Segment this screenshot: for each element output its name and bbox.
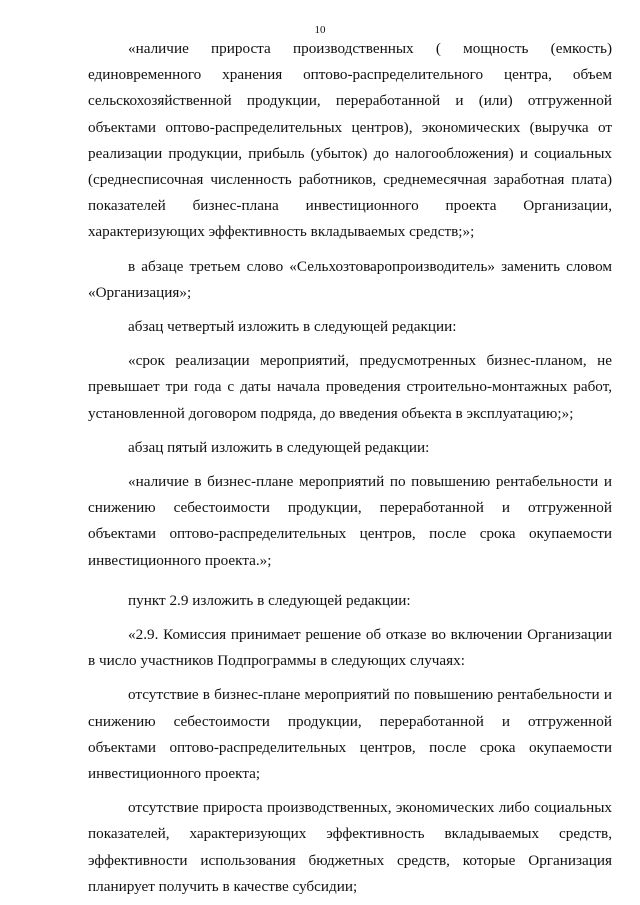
- paragraph-commission-refusal: «2.9. Комиссия принимает решение об отказе во включении Организации в число участников Подпрограммы в следующих случаях:: [88, 626, 612, 670]
- paragraph-fifth-abzac-intro: абзац пятый изложить в следующей редакции:: [128, 438, 430, 456]
- paragraph-point-2-9-intro: пункт 2.9 изложить в следующей редакции:: [128, 591, 411, 609]
- paragraph-profitability-measures: «наличие в бизнес-плане мероприятий по повышению рентабельности и снижению себестоимости продукции, переработанной и отгруженной объектами оптово-распределительных центров, после срока окупаемости инвестиционного проекта.»;: [88, 473, 612, 569]
- paragraph-replace-word: в абзаце третьем слово «Сельхозтоваропроизводитель» заменить словом «Организация»;: [88, 257, 612, 301]
- paragraph-refusal-reason-measures: отсутствие в бизнес-плане мероприятий по повышению рентабельности и снижению себестоимости продукции, переработанной и отгруженной объектами оптово-распределительных центров, после срока окупаемости инвестиционного проекта;: [88, 686, 612, 783]
- paragraph-implementation-term: «срок реализации мероприятий, предусмотренных бизнес-планом, не превышает три года с даты начала проведения строительно-монтажных работ, установленной договором подряда, до введения объекта в эксплуатацию;»;: [88, 352, 612, 422]
- page-number: 10: [314, 24, 326, 36]
- document-body: [88, 36, 612, 900]
- paragraph-growth-indicators: «наличие прироста производственных ( мощность (емкость) единовременного хранения оптово-распределительного центра, объем сельскохозяйственной продукции, переработанной и (или) отгруженной объектами оптово-распределительных центров), экономических (выручка от реализации продукции, прибыль (убыток) до налогообложения) и социальных (среднесписочная численность работников, среднемесячная заработная плата) показателей бизнес-плана инвестиционного проекта Организации, характеризующих эффективность вкладываемых средств;»;: [88, 40, 612, 241]
- paragraph-fourth-abzac-intro: абзац четвертый изложить в следующей редакции:: [128, 318, 457, 336]
- paragraph-refusal-reason-growth: отсутствие прироста производственных, экономических либо социальных показателей, характеризующих эффективность вкладываемых средств, эффективности использования бюджетных средств, которые Организация планирует получить в качестве субсидии;: [88, 799, 612, 895]
